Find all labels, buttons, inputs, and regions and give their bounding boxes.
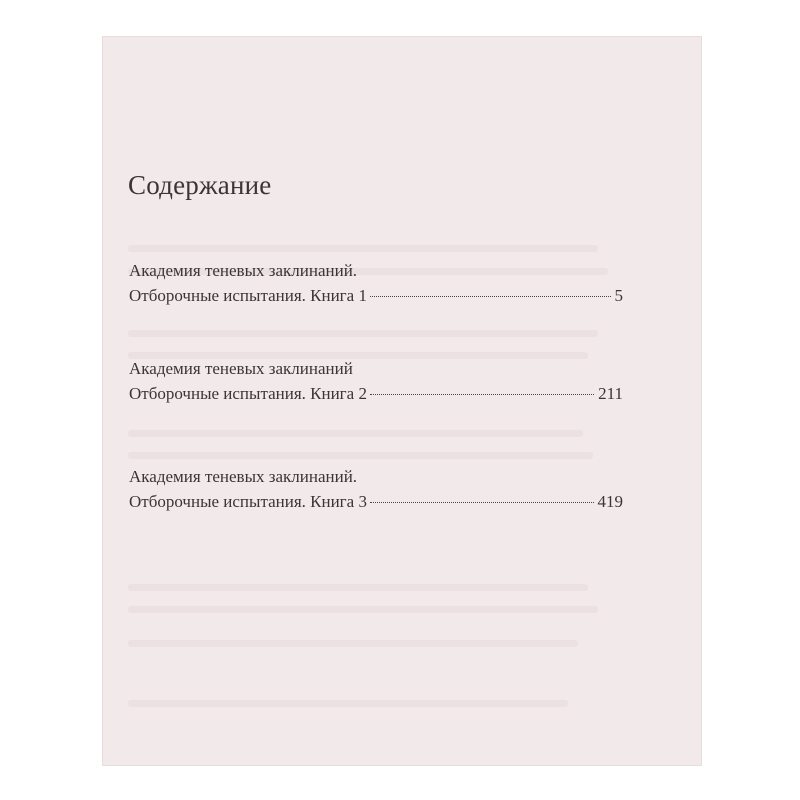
toc-entry-series-title: Академия теневых заклинаний <box>129 359 353 378</box>
toc-entry-1[interactable] <box>129 258 623 308</box>
bleed-through-mark <box>128 584 588 591</box>
toc-entry-book-title: Отборочные испытания. Книга 3 <box>129 492 367 511</box>
toc-entry-book-title: Отборочные испытания. Книга 2 <box>129 384 367 403</box>
toc-entry-3[interactable] <box>129 464 623 514</box>
toc-entry-page-number: 211 <box>598 384 623 403</box>
bleed-through-mark <box>128 430 583 437</box>
bleed-through-mark <box>128 452 593 459</box>
dot-leader <box>370 394 594 395</box>
toc-entry-page-number: 5 <box>614 286 623 305</box>
toc-entry-book-title: Отборочные испытания. Книга 1 <box>129 286 367 305</box>
bleed-through-mark <box>128 640 578 647</box>
bleed-through-mark <box>128 330 598 337</box>
toc-entry-page-number: 419 <box>597 492 623 511</box>
toc-entry-series-title: Академия теневых заклинаний. <box>129 261 358 280</box>
toc-entry-series-title: Академия теневых заклинаний. <box>129 467 358 486</box>
dot-leader <box>370 296 611 297</box>
bleed-through-mark <box>128 700 568 707</box>
bleed-through-mark <box>128 245 598 252</box>
dot-leader <box>370 502 594 503</box>
page-title: Содержание <box>128 170 272 200</box>
toc-entry-2[interactable] <box>129 356 623 406</box>
bleed-through-mark <box>128 606 598 613</box>
